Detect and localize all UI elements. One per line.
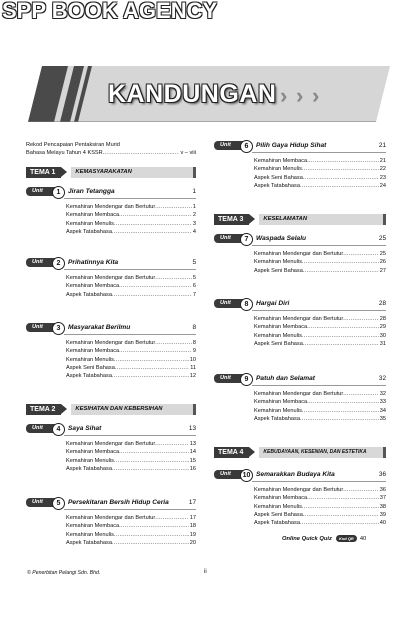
dot-leader [303, 267, 379, 275]
intro-line2: Bahasa Melayu Tahun 4 KSSR ..... v – viii [26, 149, 196, 157]
toc-entry[interactable] [66, 211, 196, 219]
tema-2-label: TEMA 2 [26, 404, 61, 415]
dot-leader [300, 415, 379, 423]
dot-leader [343, 250, 379, 258]
unit-5-header[interactable] [26, 497, 196, 509]
dot-leader [112, 372, 189, 380]
entry-title: Kemahiran Menulis [66, 531, 114, 538]
entry-title: Kemahiran Menulis [254, 407, 302, 414]
divider [252, 385, 386, 386]
divider [64, 269, 196, 270]
unit-9-items [254, 390, 386, 423]
entry-page: 15 [189, 457, 196, 464]
dot-leader [119, 282, 192, 290]
tema-3-label: TEMA 3 [214, 214, 249, 225]
entry-page: 34 [379, 407, 386, 414]
toc-entry[interactable] [66, 514, 196, 522]
unit-number-badge: 1 [52, 186, 65, 199]
unit-page: 13 [188, 425, 196, 432]
toc-entry[interactable] [254, 407, 386, 415]
toc-entry[interactable] [254, 250, 386, 258]
intro-entry[interactable] [26, 141, 196, 157]
entry-page: 25 [379, 251, 386, 257]
entry-page: 9 [192, 348, 196, 355]
toc-entry[interactable] [254, 519, 386, 527]
page-title: KANDUNGAN [108, 80, 277, 108]
entry-page: 17 [189, 515, 196, 521]
entry-page: 19 [189, 531, 196, 538]
entry-page: 30 [379, 332, 386, 339]
toc-entry[interactable] [66, 531, 196, 539]
dot-leader [303, 174, 379, 182]
entry-title: Aspek Tatabahasa [66, 373, 112, 380]
toc-entry[interactable] [254, 174, 386, 182]
dot-leader [300, 519, 379, 527]
dot-leader [302, 165, 379, 173]
unit-page: 36 [378, 471, 386, 478]
divider [64, 509, 196, 510]
entry-title: Kemahiran Mendengar dan Bertutur [66, 441, 156, 447]
toc-entry[interactable] [66, 522, 196, 530]
dot-leader [112, 539, 189, 547]
entry-page: 6 [192, 283, 196, 290]
entry-page: 11 [190, 364, 196, 371]
entry-page: 29 [379, 324, 386, 331]
toc-entry[interactable] [254, 258, 386, 266]
unit-title: Persekitaran Bersih Hidup Ceria [68, 499, 169, 506]
entry-title: Kemahiran Membaca [66, 523, 120, 530]
unit-number-badge: 5 [52, 497, 65, 510]
entry-page: 39 [379, 511, 386, 518]
quiz-page: 40 [359, 535, 367, 542]
toc-entry[interactable] [66, 339, 196, 347]
dot-leader [112, 228, 192, 236]
unit-1-header[interactable] [26, 186, 196, 198]
entry-page: 31 [379, 340, 386, 347]
divider [252, 481, 386, 482]
dot-leader [119, 347, 192, 355]
entry-title: Aspek Seni Bahasa [254, 174, 303, 181]
toc-entry[interactable] [66, 465, 196, 473]
unit-title: Pilih Gaya Hidup Sihat [256, 142, 327, 149]
unit-page: 5 [192, 259, 196, 266]
dot-leader [114, 220, 192, 228]
chevron-right-icon: › [296, 83, 304, 108]
unit-7-items [254, 250, 386, 275]
entry-title: Aspek Tatabahasa [254, 520, 300, 527]
qr-code-badge: Kod QR [336, 535, 357, 542]
unit-number-badge: 6 [240, 140, 253, 153]
toc-entry[interactable] [254, 182, 386, 190]
toc-entry[interactable] [254, 398, 386, 406]
toc-entry[interactable] [66, 220, 196, 228]
dot-leader [302, 407, 379, 415]
entry-title: Kemahiran Menulis [254, 332, 302, 339]
unit-page: 28 [378, 300, 386, 307]
entry-title: Kemahiran Mendengar dan Bertutur [66, 340, 156, 346]
entry-title: Aspek Seni Bahasa [254, 340, 303, 347]
divider [64, 334, 196, 335]
entry-title: Kemahiran Membaca [254, 324, 308, 331]
unit-label: Unit [26, 498, 56, 507]
unit-6-header[interactable] [214, 140, 386, 152]
toc-entry[interactable] [254, 340, 386, 348]
unit-number-badge: 8 [240, 298, 253, 311]
toc-entry[interactable] [66, 291, 196, 299]
unit-page: 25 [378, 235, 386, 242]
dot-leader [303, 511, 379, 519]
entry-title: Aspek Seni Bahasa [66, 364, 115, 371]
chevron-right-icon: › [312, 83, 320, 108]
unit-number-badge: 10 [240, 469, 253, 482]
unit-title: Jiran Tetangga [68, 188, 115, 195]
unit-title: Masyarakat Berilmu [68, 324, 131, 331]
entry-title: Kemahiran Mendengar dan Bertutur [254, 316, 344, 322]
entry-title: Aspek Seni Bahasa [254, 511, 303, 518]
dot-leader [119, 522, 189, 530]
entry-page: 40 [379, 520, 386, 527]
unit-6-items [254, 157, 386, 190]
toc-entry[interactable] [66, 448, 196, 456]
toc-entry[interactable] [254, 503, 386, 511]
tema-4-name: KEBUDAYAAN, KESENIAN, DAN ESTETIKA [259, 447, 386, 458]
unit-page: 1 [192, 188, 196, 195]
chevron-right-icon: › [280, 83, 288, 108]
intro-line1: Rekod Pencapaian Pentaksiran Murid [26, 142, 120, 148]
unit-title: Waspada Selalu [256, 235, 307, 242]
entry-title: Aspek Tatabahasa [254, 182, 300, 189]
toc-entry[interactable] [66, 539, 196, 547]
entry-page: 26 [379, 259, 386, 266]
unit-10-header[interactable] [214, 469, 386, 481]
entry-title: Aspek Tatabahasa [66, 465, 112, 472]
toc-entry[interactable] [66, 356, 196, 364]
entry-page: 35 [379, 415, 386, 422]
tema-4-header[interactable] [214, 447, 386, 458]
entry-title: Aspek Seni Bahasa [254, 267, 303, 274]
dot-leader [343, 390, 379, 398]
unit-label: Unit [26, 323, 56, 332]
entry-page: 10 [189, 356, 196, 363]
entry-page: 2 [192, 212, 196, 219]
entry-page: 33 [379, 399, 386, 406]
unit-label: Unit [214, 141, 244, 150]
entry-title: Kemahiran Membaca [66, 449, 120, 456]
entry-title: Kemahiran Membaca [66, 348, 120, 355]
page-number: ii [204, 569, 207, 575]
dot-leader [302, 258, 379, 266]
entry-page: 23 [379, 174, 386, 181]
entry-title: Kemahiran Membaca [254, 495, 308, 502]
toc-entry[interactable] [254, 511, 386, 519]
unit-3-header[interactable] [26, 322, 196, 334]
dot-leader [307, 398, 379, 406]
toc-entry[interactable] [254, 390, 386, 398]
unit-label: Unit [26, 424, 56, 433]
entry-title: Kemahiran Menulis [254, 503, 302, 510]
unit-number-badge: 2 [52, 257, 65, 270]
entry-title: Kemahiran Mendengar dan Bertutur [254, 391, 344, 397]
toc-entry[interactable] [66, 364, 196, 372]
toc-entry[interactable] [254, 332, 386, 340]
entry-page: 37 [379, 495, 386, 502]
unit-9-header[interactable] [214, 373, 386, 385]
toc-entry[interactable] [254, 315, 386, 323]
toc-entry[interactable] [254, 323, 386, 331]
unit-2-items [66, 274, 196, 299]
unit-page: 32 [378, 375, 386, 382]
toc-entry[interactable] [254, 415, 386, 423]
entry-page: 1 [192, 204, 196, 210]
toc-entry[interactable] [254, 165, 386, 173]
dot-leader [115, 364, 189, 372]
online-quick-quiz[interactable] [282, 535, 366, 542]
unit-8-header[interactable] [214, 298, 386, 310]
entry-page: 36 [379, 487, 386, 493]
dot-leader [155, 440, 189, 448]
tema-4-label: TEMA 4 [214, 447, 249, 458]
entry-page: 24 [379, 182, 386, 189]
tema-1-name: KEMASYARAKATAN [71, 167, 196, 178]
entry-page: 7 [192, 291, 196, 298]
divider [252, 310, 386, 311]
unit-4-header[interactable] [26, 423, 196, 435]
dot-leader [302, 332, 379, 340]
tema-2-name: KESIHATAN DAN KEBERSIHAN [71, 404, 196, 415]
publisher-credit: © Penerbitan Pelangi Sdn. Bhd. [27, 570, 101, 576]
unit-title: Patuh dan Selamat [256, 375, 315, 382]
tema-2-header[interactable] [26, 404, 196, 415]
entry-page: 38 [379, 503, 386, 510]
entry-page: 16 [189, 465, 196, 472]
entry-page: 12 [189, 373, 196, 380]
dot-leader [119, 211, 192, 219]
watermark: SPP BOOK AGENCY [2, 0, 218, 23]
unit-label: Unit [214, 374, 244, 383]
quiz-label: Online Quick Quiz [282, 535, 332, 542]
entry-page: 18 [189, 523, 196, 530]
toc-entry[interactable] [254, 157, 386, 165]
unit-5-items [66, 514, 196, 547]
toc-entry[interactable] [66, 282, 196, 290]
entry-title: Aspek Tatabahasa [66, 539, 112, 546]
entry-title: Kemahiran Mendengar dan Bertutur [66, 204, 156, 210]
entry-page: 13 [189, 441, 196, 447]
unit-title: Hargai Diri [256, 300, 290, 307]
dot-leader [300, 182, 379, 190]
unit-page: 17 [188, 499, 196, 506]
entry-title: Kemahiran Menulis [66, 220, 114, 227]
entry-page: 5 [192, 275, 196, 281]
entry-page: 32 [379, 391, 386, 397]
dot-leader [307, 494, 379, 502]
dot-leader [302, 503, 379, 511]
unit-1-items [66, 203, 196, 236]
dot-leader [112, 291, 192, 299]
entry-title: Kemahiran Membaca [66, 283, 120, 290]
entry-title: Kemahiran Mendengar dan Bertutur [66, 515, 156, 521]
unit-2-header[interactable] [26, 257, 196, 269]
toc-entry[interactable] [66, 228, 196, 236]
entry-page: 3 [192, 220, 196, 227]
unit-number-badge: 7 [240, 233, 253, 246]
entry-page: 20 [189, 539, 196, 546]
toc-entry[interactable] [254, 494, 386, 502]
entry-title: Kemahiran Membaca [66, 212, 120, 219]
dot-leader [307, 157, 379, 165]
unit-7-header[interactable] [214, 233, 386, 245]
dot-leader [155, 203, 192, 211]
tema-3-name: KESELAMATAN [259, 214, 386, 225]
unit-label: Unit [214, 470, 244, 479]
entry-title: Aspek Tatabahasa [254, 415, 300, 422]
dot-leader [114, 457, 189, 465]
unit-number-badge: 4 [52, 423, 65, 436]
unit-page: 21 [378, 142, 386, 149]
entry-title: Kemahiran Menulis [66, 457, 114, 464]
unit-title: Semarakkan Budaya Kita [256, 471, 335, 478]
dot-leader [112, 465, 189, 473]
unit-label: Unit [214, 299, 244, 308]
unit-title: Saya Sihat [68, 425, 102, 432]
entry-title: Kemahiran Mendengar dan Bertutur [254, 251, 344, 257]
toc-entry[interactable] [66, 372, 196, 380]
unit-3-items [66, 339, 196, 380]
toc-entry[interactable] [66, 347, 196, 355]
entry-page: 14 [189, 449, 196, 456]
dot-leader [155, 514, 189, 522]
entry-page: 8 [192, 340, 196, 346]
unit-number-badge: 9 [240, 373, 253, 386]
dot-leader [114, 356, 189, 364]
unit-title: Prihatinnya Kita [68, 259, 119, 266]
unit-8-items [254, 315, 386, 348]
entry-page: 21 [379, 158, 386, 164]
toc-entry[interactable] [66, 203, 196, 211]
divider [252, 152, 386, 153]
unit-number-badge: 3 [52, 322, 65, 335]
divider [64, 198, 196, 199]
toc-entry[interactable] [66, 274, 196, 282]
entry-title: Kemahiran Menulis [254, 259, 302, 266]
dot-leader [155, 274, 192, 282]
divider [252, 245, 386, 246]
unit-page: 8 [192, 324, 196, 331]
toc-entry[interactable] [254, 486, 386, 494]
unit-label: Unit [26, 187, 56, 196]
tema-3-header[interactable] [214, 214, 386, 225]
entry-title: Aspek Tatabahasa [66, 291, 112, 298]
entry-page: 4 [192, 228, 196, 235]
entry-page: 27 [379, 267, 386, 274]
entry-title: Kemahiran Menulis [66, 356, 114, 363]
dot-leader [343, 315, 379, 323]
tema-1-label: TEMA 1 [26, 167, 61, 178]
unit-label: Unit [26, 258, 56, 267]
toc-entry[interactable] [66, 440, 196, 448]
entry-title: Kemahiran Mendengar dan Bertutur [254, 487, 344, 493]
entry-title: Kemahiran Mendengar dan Bertutur [66, 275, 156, 281]
divider [64, 435, 196, 436]
tema-1-header[interactable] [26, 167, 196, 178]
entry-title: Kemahiran Membaca [254, 158, 308, 164]
entry-title: Kemahiran Menulis [254, 166, 302, 173]
toc-entry[interactable] [66, 457, 196, 465]
entry-page: 28 [379, 316, 386, 322]
unit-label: Unit [214, 234, 244, 243]
toc-entry[interactable] [254, 267, 386, 275]
entry-title: Aspek Tatabahasa [66, 228, 112, 235]
entry-page: 22 [379, 166, 386, 173]
dot-leader [114, 531, 189, 539]
dot-leader [343, 486, 379, 494]
entry-title: Kemahiran Membaca [254, 399, 308, 406]
unit-10-items [254, 486, 386, 527]
unit-4-items [66, 440, 196, 473]
dot-leader [307, 323, 379, 331]
dot-leader [119, 448, 189, 456]
dot-leader [155, 339, 192, 347]
dot-leader [303, 340, 379, 348]
